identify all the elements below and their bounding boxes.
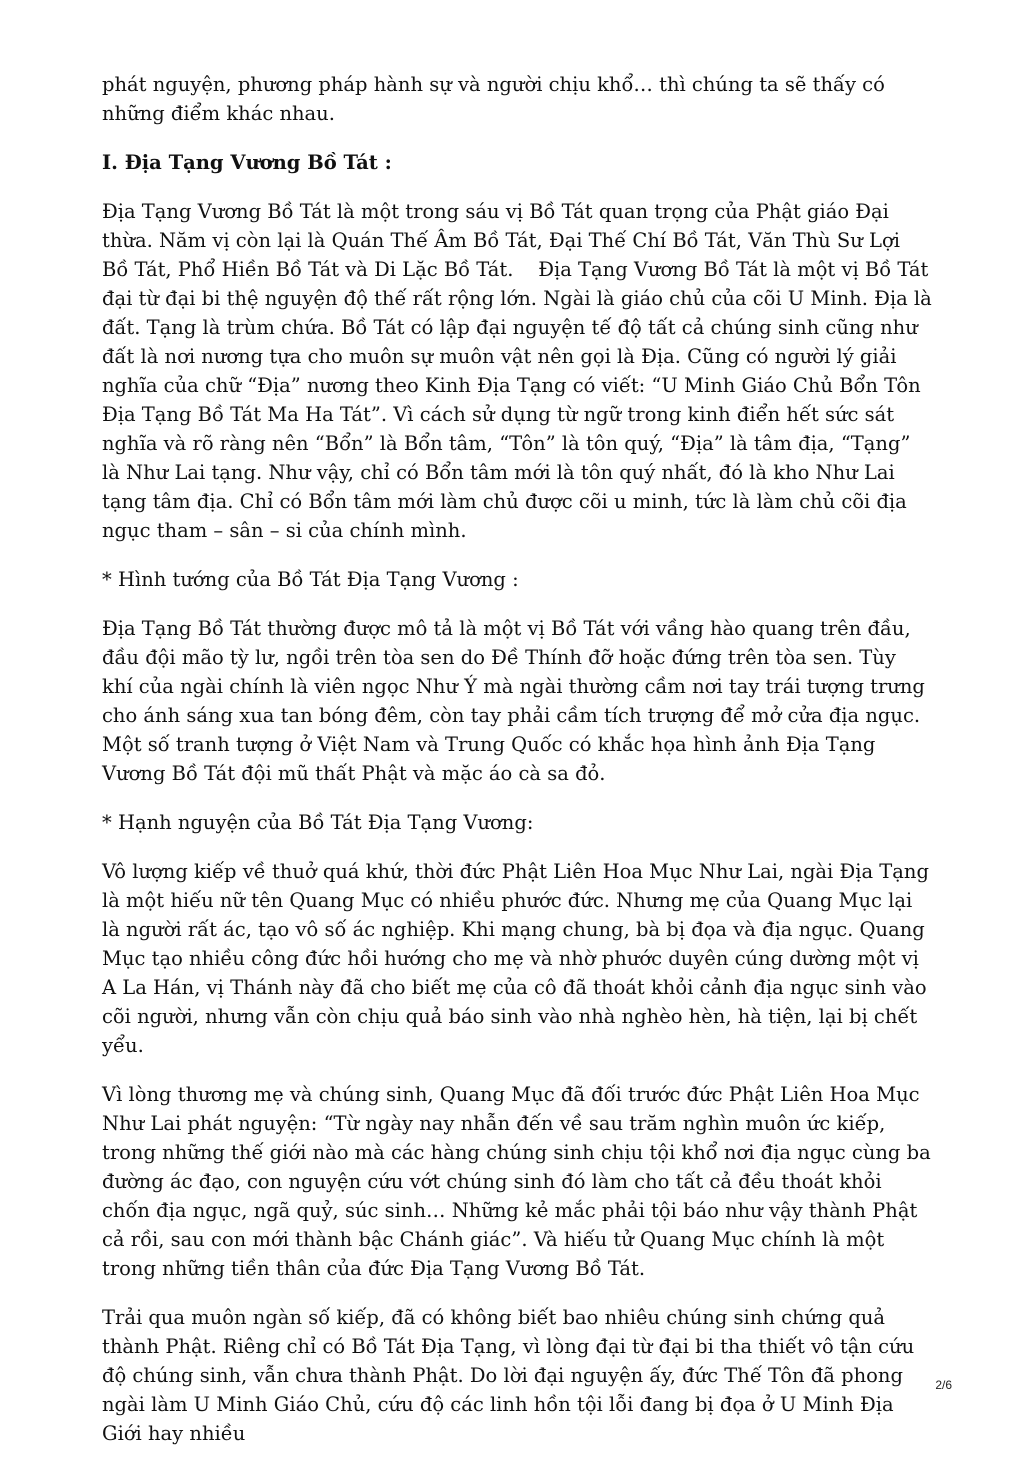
paragraph-overview: Địa Tạng Vương Bồ Tát là một trong sáu vị Bồ Tát quan trọng của Phật giáo Đại thừa. Năm vị còn lại là Quán Thế Âm Bồ Tát, Đại Thế Chí Bồ Tát, Văn Thù Sư Lợi Bồ Tát, Phổ Hiền Bồ Tát và Di Lặc Bồ Tát. Địa Tạng Vương Bồ Tát là một vị Bồ Tát đại từ đại bi thệ nguyện độ thế rất rộng lớn. Ngài là giáo chủ của cõi U Minh. Địa là đất. Tạng là trùm chứa. Bồ Tát có lập đại nguyện tế độ tất cả chúng sinh cũng như đất là nơi nương tựa cho muôn sự muôn vật nên gọi là Địa. Cũng có người lý giải nghĩa của chữ “Địa” nương theo Kinh Địa Tạng có viết: “U Minh Giáo Chủ Bổn Tôn Địa Tạng Bồ Tát Ma Ha Tát”. Vì cách sử dụng từ ngữ trong kinh điển hết sức sát nghĩa và rõ ràng nên “Bổn” là Bổn tâm, “Tôn” là tôn quý, “Địa” là tâm địa, “Tạng” là Như Lai tạng. Như vậy, chỉ có Bổn tâm mới là tôn quý nhất, đó là kho Như Lai tạng tâm địa. Chỉ có Bổn tâm mới làm chủ được cõi u minh, tức là làm chủ cõi địa ngục tham – sân – si của chính mình. [102, 200, 939, 542]
paragraph-story: Vô lượng kiếp về thuở quá khứ, thời đức Phật Liên Hoa Mục Như Lai, ngài Địa Tạng là một hiếu nữ tên Quang Mục có nhiều phước đức. Nhưng mẹ của Quang Mục lại là người rất ác, tạo vô số ác nghiệp. Khi mạng chung, bà bị đọa và địa ngục. Quang Mục tạo nhiều công đức hồi hướng cho mẹ và nhờ phước duyên cúng dường một vị A La Hán, vị Thánh này đã cho biết mẹ của cô đã thoát khỏi cảnh địa ngục sinh vào cõi người, nhưng vẫn còn chịu quả báo sinh vào nhà nghèo hèn, hà tiện, lại bị chết yểu. [102, 860, 936, 1057]
paragraph-continuation: Trải qua muôn ngàn số kiếp, đã có không biết bao nhiêu chúng sinh chứng quả thành Phật. Riêng chỉ có Bồ Tát Địa Tạng, vì lòng đại từ đại bi tha thiết vô tận cứu độ chúng sinh, vẫn chưa thành Phật. Do lời đại nguyện ấy, đức Thế Tôn đã phong ngài làm U Minh Giáo Chủ, cứu độ các linh hồn tội lỗi đang bị đọa ở U Minh Địa Giới hay nhiều [102, 1306, 921, 1445]
document-page [102, 70, 939, 1468]
paragraph-appearance: Địa Tạng Bồ Tát thường được mô tả là một vị Bồ Tát với vầng hào quang trên đầu, đầu đội mão tỳ lư, ngồi trên tòa sen do Đề Thính đỡ hoặc đứng trên tòa sen. Tùy khí của ngài chính là viên ngọc Như Ý mà ngài thường cầm nơi tay trái tượng trưng cho ánh sáng xua tan bóng đêm, còn tay phải cầm tích trượng để mở cửa địa ngục. Một số tranh tượng ở Việt Nam và Trung Quốc có khắc họa hình ảnh Địa Tạng Vương Bồ Tát đội mũ thất Phật và mặc áo cà sa đỏ. [102, 617, 932, 785]
intro-paragraph-tail: phát nguyện, phương pháp hành sự và người chịu khổ… thì chúng ta sẽ thấy có những điểm khác nhau. [102, 73, 892, 125]
paragraph-vow: Vì lòng thương mẹ và chúng sinh, Quang Mục đã đối trước đức Phật Liên Hoa Mục Như Lai phát nguyện: “Từ ngày nay nhẫn đến về sau trăm nghìn muôn ức kiếp, trong những thế giới nào mà các hàng chúng sinh chịu tội khổ nơi địa ngục cùng ba đường ác đạo, con nguyện cứu vớt chúng sinh đó làm cho tất cả đều thoát khỏi chốn địa ngục, ngã quỷ, súc sinh… Những kẻ mắc phải tội báo như vậy thành Phật cả rồi, sau con mới thành bậc Chánh giác”. Và hiếu tử Quang Mục chính là một trong những tiền thân của đức Địa Tạng Vương Bồ Tát. [102, 1083, 937, 1280]
subheading-vows: * Hạnh nguyện của Bồ Tát Địa Tạng Vương: [102, 811, 534, 834]
page-number: 2/6 [935, 1378, 952, 1392]
subheading-appearance: * Hình tướng của Bồ Tát Địa Tạng Vương : [102, 568, 519, 591]
section-heading: I. Địa Tạng Vương Bồ Tát : [102, 151, 392, 174]
